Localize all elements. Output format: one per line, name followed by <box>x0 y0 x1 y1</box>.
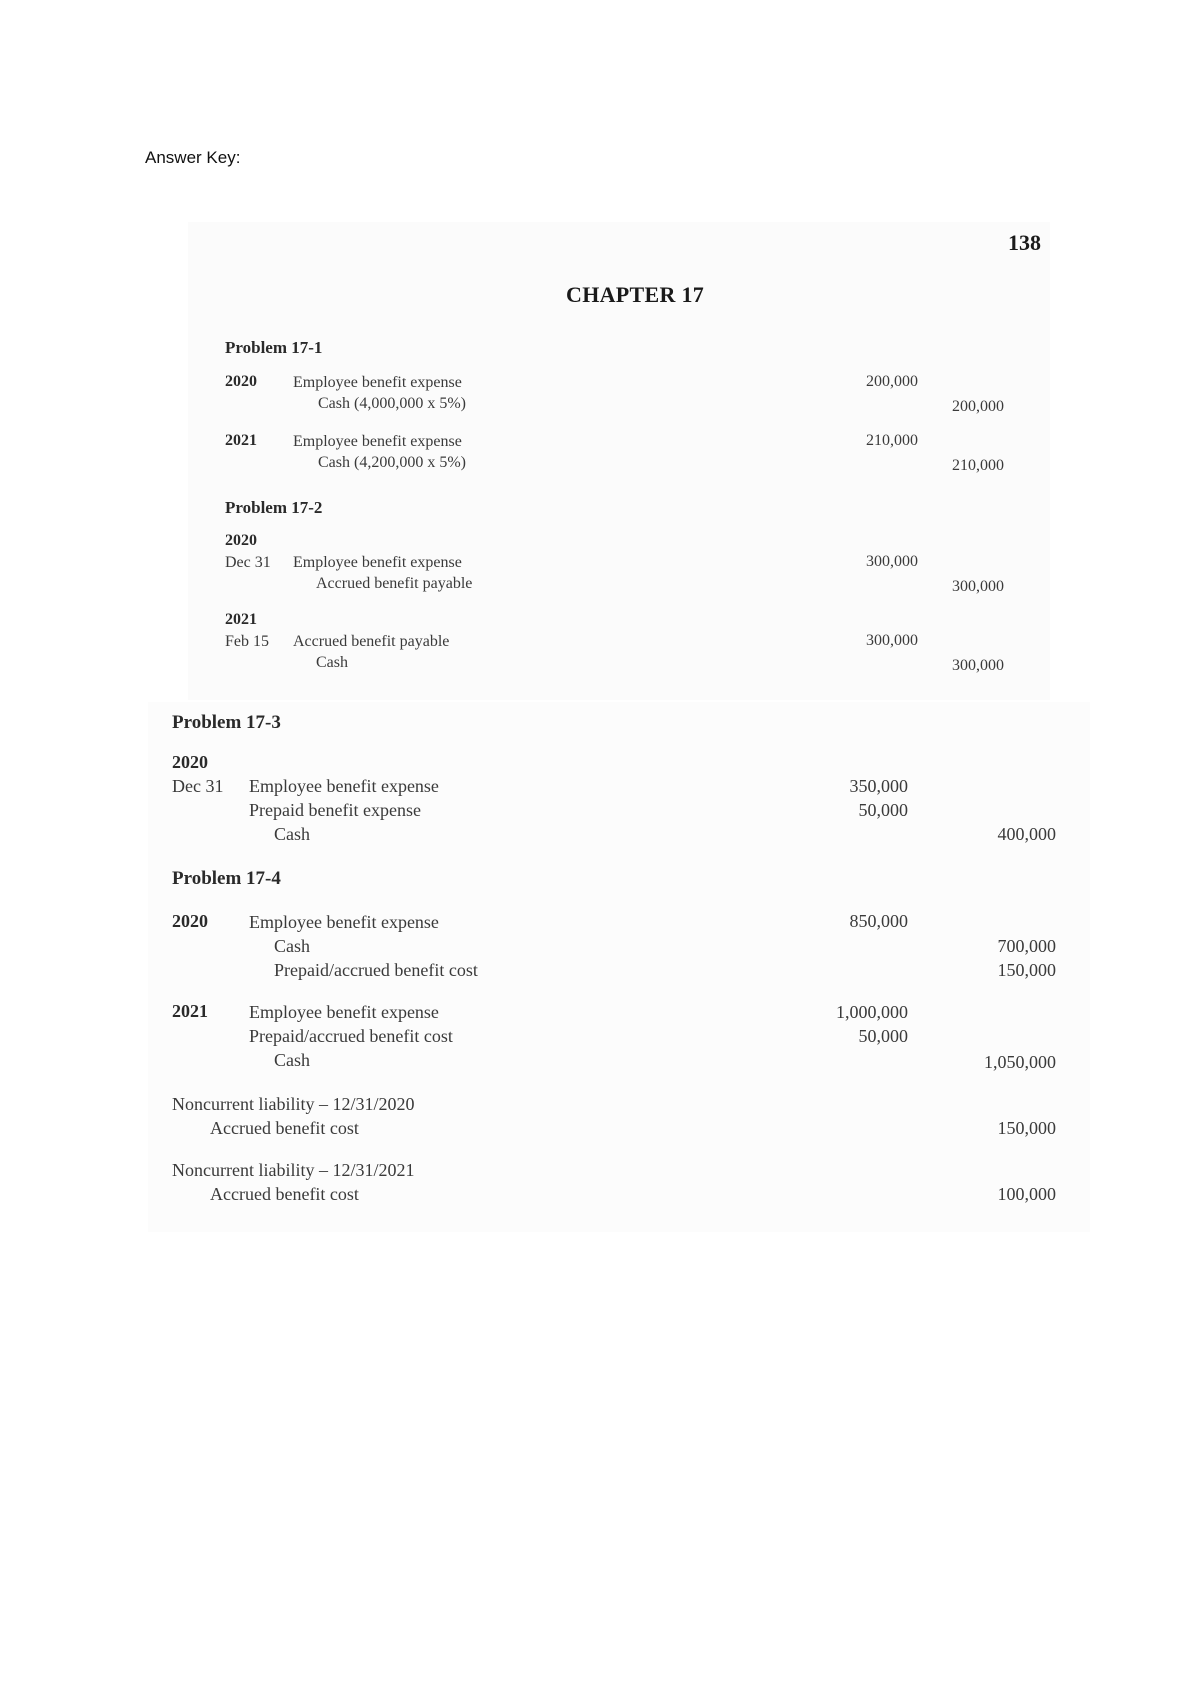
entry-year: 2021 <box>225 611 257 628</box>
debit-account: Prepaid benefit expense <box>249 800 421 820</box>
debit-amount: 300,000 <box>866 632 918 649</box>
noncurrent-liability-label: Noncurrent liability – 12/31/2020 <box>172 1094 415 1114</box>
debit-amount: 850,000 <box>849 911 908 931</box>
credit-amount: 700,000 <box>997 936 1056 956</box>
debit-account: Accrued benefit payable <box>293 633 450 650</box>
debit-amount: 50,000 <box>858 1026 908 1046</box>
accrued-benefit-cost-label: Accrued benefit cost <box>210 1184 359 1204</box>
scanned-page-bottom <box>148 702 1090 1232</box>
noncurrent-liability-amount: 100,000 <box>997 1184 1056 1204</box>
credit-amount: 210,000 <box>952 457 1004 474</box>
credit-account: Accrued benefit payable <box>316 575 473 592</box>
problem-17-3-heading: Problem 17-3 <box>172 712 281 733</box>
noncurrent-liability-amount: 150,000 <box>997 1118 1056 1138</box>
noncurrent-liability-label: Noncurrent liability – 12/31/2021 <box>172 1160 415 1180</box>
credit-amount: 1,050,000 <box>984 1052 1056 1072</box>
entry-date: Feb 15 <box>225 633 269 650</box>
entry-date: Dec 31 <box>225 554 271 571</box>
debit-account: Employee benefit expense <box>293 374 462 391</box>
answer-key-label: Answer Key: <box>145 148 241 167</box>
credit-account: Cash <box>316 654 348 671</box>
credit-amount: 300,000 <box>952 657 1004 674</box>
debit-account: Employee benefit expense <box>249 912 439 932</box>
debit-amount: 50,000 <box>858 800 908 820</box>
debit-account: Employee benefit expense <box>293 554 462 571</box>
entry-year: 2021 <box>225 432 257 449</box>
scanned-page-top <box>188 222 1050 700</box>
debit-account: Employee benefit expense <box>293 433 462 450</box>
credit-account: Prepaid/accrued benefit cost <box>274 960 478 980</box>
debit-amount: 1,000,000 <box>836 1002 908 1022</box>
credit-account: Cash <box>274 936 310 956</box>
chapter-title: CHAPTER 17 <box>566 282 705 307</box>
credit-account: Cash (4,000,000 x 5%) <box>318 395 466 412</box>
credit-amount: 200,000 <box>952 398 1004 415</box>
debit-amount: 210,000 <box>866 432 918 449</box>
problem-17-1-heading: Problem 17-1 <box>225 338 323 357</box>
entry-year: 2020 <box>225 373 257 390</box>
debit-account: Employee benefit expense <box>249 1002 439 1022</box>
debit-account: Employee benefit expense <box>249 776 439 796</box>
page-number: 138 <box>1008 230 1041 255</box>
credit-account: Cash <box>274 1050 310 1070</box>
entry-year: 2020 <box>225 532 257 549</box>
problem-17-4-heading: Problem 17-4 <box>172 868 281 889</box>
debit-amount: 200,000 <box>866 373 918 390</box>
entry-date: Dec 31 <box>172 776 224 796</box>
debit-account: Prepaid/accrued benefit cost <box>249 1026 453 1046</box>
problem-17-2-heading: Problem 17-2 <box>225 498 323 517</box>
entry-year: 2020 <box>172 752 208 772</box>
credit-amount: 300,000 <box>952 578 1004 595</box>
credit-account: Cash (4,200,000 x 5%) <box>318 454 466 471</box>
debit-amount: 350,000 <box>849 776 908 796</box>
entry-year: 2021 <box>172 1001 208 1021</box>
debit-amount: 300,000 <box>866 553 918 570</box>
entry-year: 2020 <box>172 911 208 931</box>
credit-account: Cash <box>274 824 310 844</box>
accrued-benefit-cost-label: Accrued benefit cost <box>210 1118 359 1138</box>
credit-amount: 400,000 <box>997 824 1056 844</box>
credit-amount: 150,000 <box>997 960 1056 980</box>
